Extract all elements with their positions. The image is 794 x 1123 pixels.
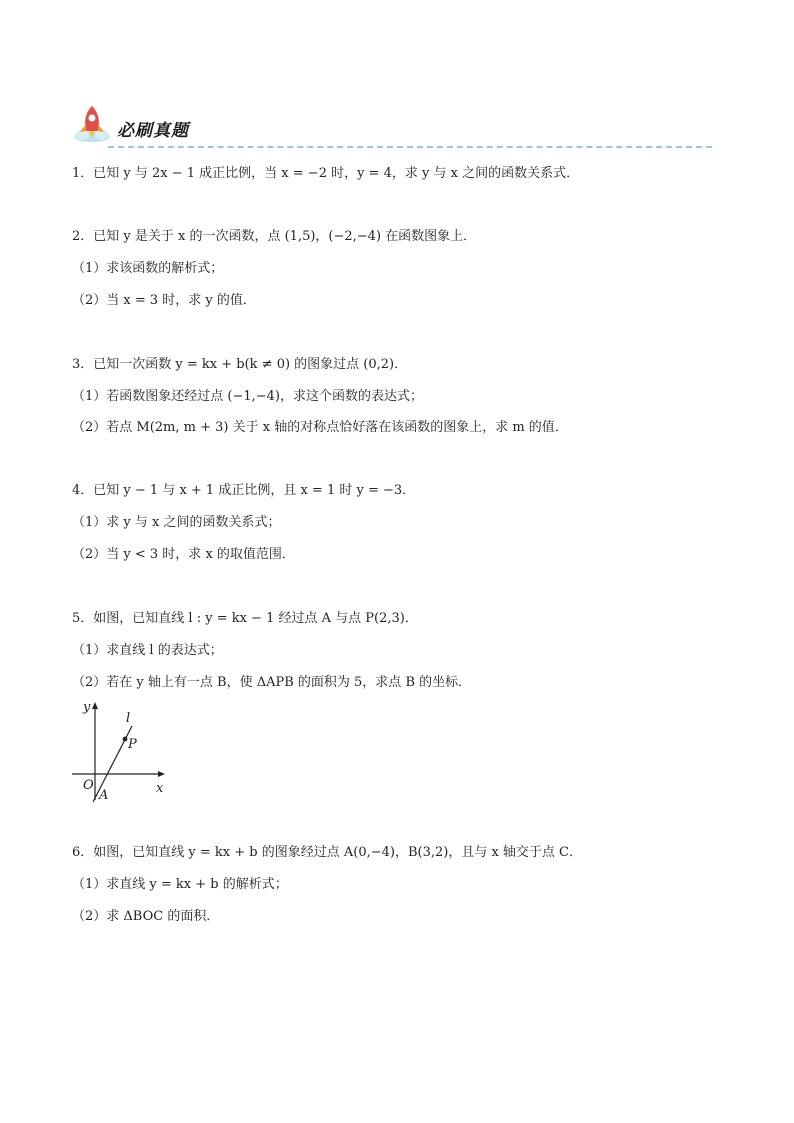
line-l-label: l: [126, 711, 131, 726]
y-axis-arrow: [92, 702, 98, 709]
problem-1: 1．已知 y 与 2x − 1 成正比例，当 x = −2 时，y = 4，求 y 与 x 之间的函数关系式．: [72, 166, 580, 181]
problem-4-part-2: （2）当 y < 3 时，求 x 的取值范围．: [72, 547, 295, 562]
problem-5-part-1: （1）求直线 l 的表达式；: [72, 643, 223, 658]
problem-6-part-2: （2）求 ΔBOC 的面积．: [72, 909, 220, 924]
problem-4-part-1: （1）求 y 与 x 之间的函数关系式；: [72, 515, 281, 530]
section-header: [72, 104, 712, 148]
problem-5: 5．如图，已知直线 l : y = kx − 1 经过点 A 与点 P(2,3)．: [72, 611, 418, 626]
problem-2-part-1: （1）求该函数的解析式；: [72, 261, 224, 276]
origin-label: O: [83, 778, 94, 793]
problem-2-part-2: （2）当 x = 3 时，求 y 的值．: [72, 293, 256, 308]
problem-5-part-2: （2）若在 y 轴上有一点 B，使 ΔAPB 的面积为 5，求点 B 的坐标．: [72, 675, 472, 690]
rocket-icon: [72, 104, 114, 144]
section-title: 必刷真题: [117, 121, 189, 141]
y-axis-label: y: [83, 700, 91, 715]
problem-6-part-1: （1）求直线 y = kx + b 的解析式；: [72, 877, 288, 892]
coordinate-figure: [70, 696, 180, 806]
x-axis-arrow: [158, 771, 165, 777]
problem-6: 6．如图，已知直线 y = kx + b 的图象经过点 A(0,−4)，B(3,2)，且与 x 轴交于点 C．: [72, 845, 583, 860]
header-divider: [108, 146, 712, 148]
problem-2: 2．已知 y 是关于 x 的一次函数，点 (1,5)，(−2,−4) 在函数图象上．: [72, 229, 477, 244]
x-axis-label: x: [156, 781, 164, 796]
point-a-label: A: [99, 788, 109, 803]
problem-3-part-2: （2）若点 M(2m, m + 3) 关于 x 轴的对称点恰好落在该函数的图象上，求 m 的值．: [72, 420, 568, 435]
problem-3: 3．已知一次函数 y = kx + b(k ≠ 0) 的图象过点 (0,2)．: [72, 357, 408, 372]
problem-4: 4．已知 y − 1 与 x + 1 成正比例，且 x = 1 时 y = −3．: [72, 483, 416, 498]
problem-3-part-1: （1）若函数图象还经过点 (−1,−4)，求这个函数的表达式；: [72, 389, 424, 404]
point-p: [123, 737, 128, 742]
point-p-label: P: [128, 737, 137, 752]
